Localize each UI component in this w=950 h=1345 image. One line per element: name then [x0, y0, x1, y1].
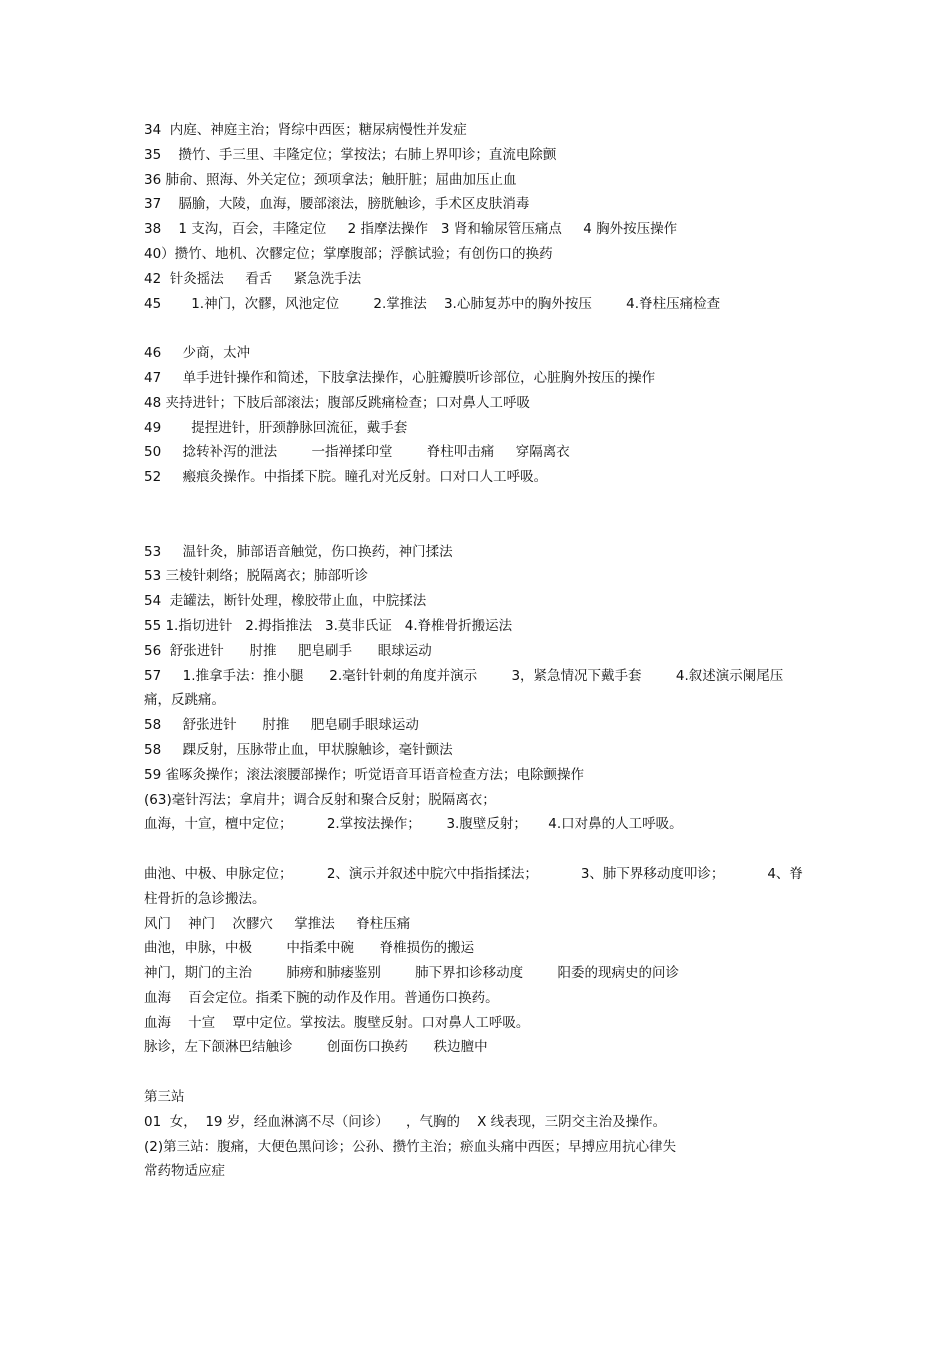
text-line: 45 1.神门，次髎，风池定位 2.掌推法 3.心肺复苏中的胸外按压 4.脊柱压痛检查: [144, 295, 721, 312]
block-5: [144, 1085, 809, 1184]
text-line: 37 膈腧，大陵，血海，腰部滚法，膀胱触诊，手术区皮肤消毒: [144, 196, 530, 213]
blank-gap: [144, 1060, 809, 1085]
blank-gap: [144, 490, 809, 540]
text-line: 55 1.指切进针 2.拇指推法 3.莫非氏证 4.脊椎骨折搬运法: [144, 617, 513, 634]
text-line: 52 瘢痕灸操作。中指揉下脘。瞳孔对光反射。口对口人工呼吸。: [144, 469, 548, 486]
text-line: 49 提捏进针，肝颈静脉回流征，戴手套: [144, 419, 408, 436]
text-line: 50 捻转补泻的泄法 一指禅揉印堂 脊柱叩击痛 穿隔离衣: [144, 444, 570, 461]
text-line: 42 针灸摇法 看舌 紧急洗手法: [144, 270, 362, 287]
text-line: 曲池，申脉，中极 中指柔中碗 脊椎损伤的搬运: [144, 940, 475, 957]
blank-gap: [144, 316, 809, 341]
text-line: 常药物适应症: [144, 1163, 225, 1180]
text-line: 58 舒张进针 肘推 肥皂刷手眼球运动: [144, 717, 419, 734]
blank-gap: [144, 837, 809, 862]
text-line: 46 少商，太冲: [144, 345, 251, 362]
text-line: 58 踝反射，压脉带止血，甲状腺触诊，毫针颤法: [144, 741, 453, 758]
text-line: 脉诊，左下颌淋巴结触诊 创面伤口换药 秩边膻中: [144, 1039, 488, 1056]
text-line: 53 温针灸，肺部语音触觉，伤口换药，神门揉法: [144, 543, 453, 560]
document-body: [144, 118, 809, 1184]
section-heading: 第三站: [144, 1089, 185, 1106]
text-line: 血海，十宣，檀中定位； 2.掌按法操作； 3.腹壁反射； 4.口对鼻的人工呼吸。: [144, 816, 683, 833]
block-4: [144, 862, 809, 1060]
text-line: 36 肺俞、照海、外关定位；颈项拿法；触肝脏；屈曲加压止血: [144, 171, 517, 188]
text-line: 34 内庭、神庭主治；肾综中西医；糖尿病慢性并发症: [144, 122, 467, 138]
text-line: 40）攒竹、地机、次髎定位；掌摩腹部；浮髌试验；有创伤口的换药: [144, 245, 553, 262]
text-line: 01 女， 19 岁，经血淋漓不尽（问诊） ，气胸的 X 线表现，三阴交主治及操作。: [144, 1113, 667, 1130]
text-line: 47 单手进针操作和简述，下肢拿法操作，心脏瓣膜听诊部位，心脏胸外按压的操作: [144, 369, 656, 386]
text-line: (63)毫针泻法；拿肩井；调合反射和聚合反射；脱隔离衣；: [144, 791, 496, 808]
block-2: [144, 341, 809, 490]
text-line: (2)第三站：腹痛，大便色黑问诊；公孙、攒竹主治；瘀血头痛中西医；早搏应用抗心律失: [144, 1138, 677, 1155]
text-line: 54 走罐法，断针处理，橡胶带止血，中脘揉法: [144, 593, 427, 610]
block-1: [144, 118, 809, 316]
text-line: 59 雀啄灸操作；滚法滚腰部操作；听觉语音耳语音检查方法；电除颤操作: [144, 766, 584, 783]
text-line: 53 三棱针刺络；脱隔离衣；肺部听诊: [144, 568, 368, 585]
text-line: 血海 十宣 覃中定位。掌按法。腹壁反射。口对鼻人工呼吸。: [144, 1014, 530, 1031]
text-line: 曲池、中极、申脉定位； 2、演示并叙述中脘穴中指指揉法； 3、肺下界移动度叩诊； 4、脊柱骨折的急诊搬法。: [144, 865, 803, 907]
text-line: 血海 百会定位。指柔下腕的动作及作用。普通伤口换药。: [144, 989, 499, 1006]
text-line: 38 1 支沟，百会，丰隆定位 2 指摩法操作 3 肾和输尿管压痛点 4 胸外按压操作: [144, 221, 678, 238]
text-line: 神门，期门的主治 肺痨和肺痿鉴别 肺下界扣诊移动度 阳委的现病史的问诊: [144, 965, 679, 982]
text-line: 57 1.推拿手法：推小腿 2.毫针针刺的角度并演示 3，紧急情况下戴手套 4.叙述演示阑尾压痛，反跳痛。: [144, 667, 784, 709]
text-line: 48 夹持进针；下肢后部滚法；腹部反跳痛检查；口对鼻人工呼吸: [144, 394, 530, 411]
block-3: [144, 540, 809, 838]
text-line: 35 攒竹、手三里、丰隆定位；掌按法；右肺上界叩诊；直流电除颤: [144, 146, 557, 163]
text-line: 风门 神门 次髎穴 掌推法 脊柱压痛: [144, 915, 411, 932]
text-line: 56 舒张进针 肘推 肥皂刷手 眼球运动: [144, 642, 432, 659]
